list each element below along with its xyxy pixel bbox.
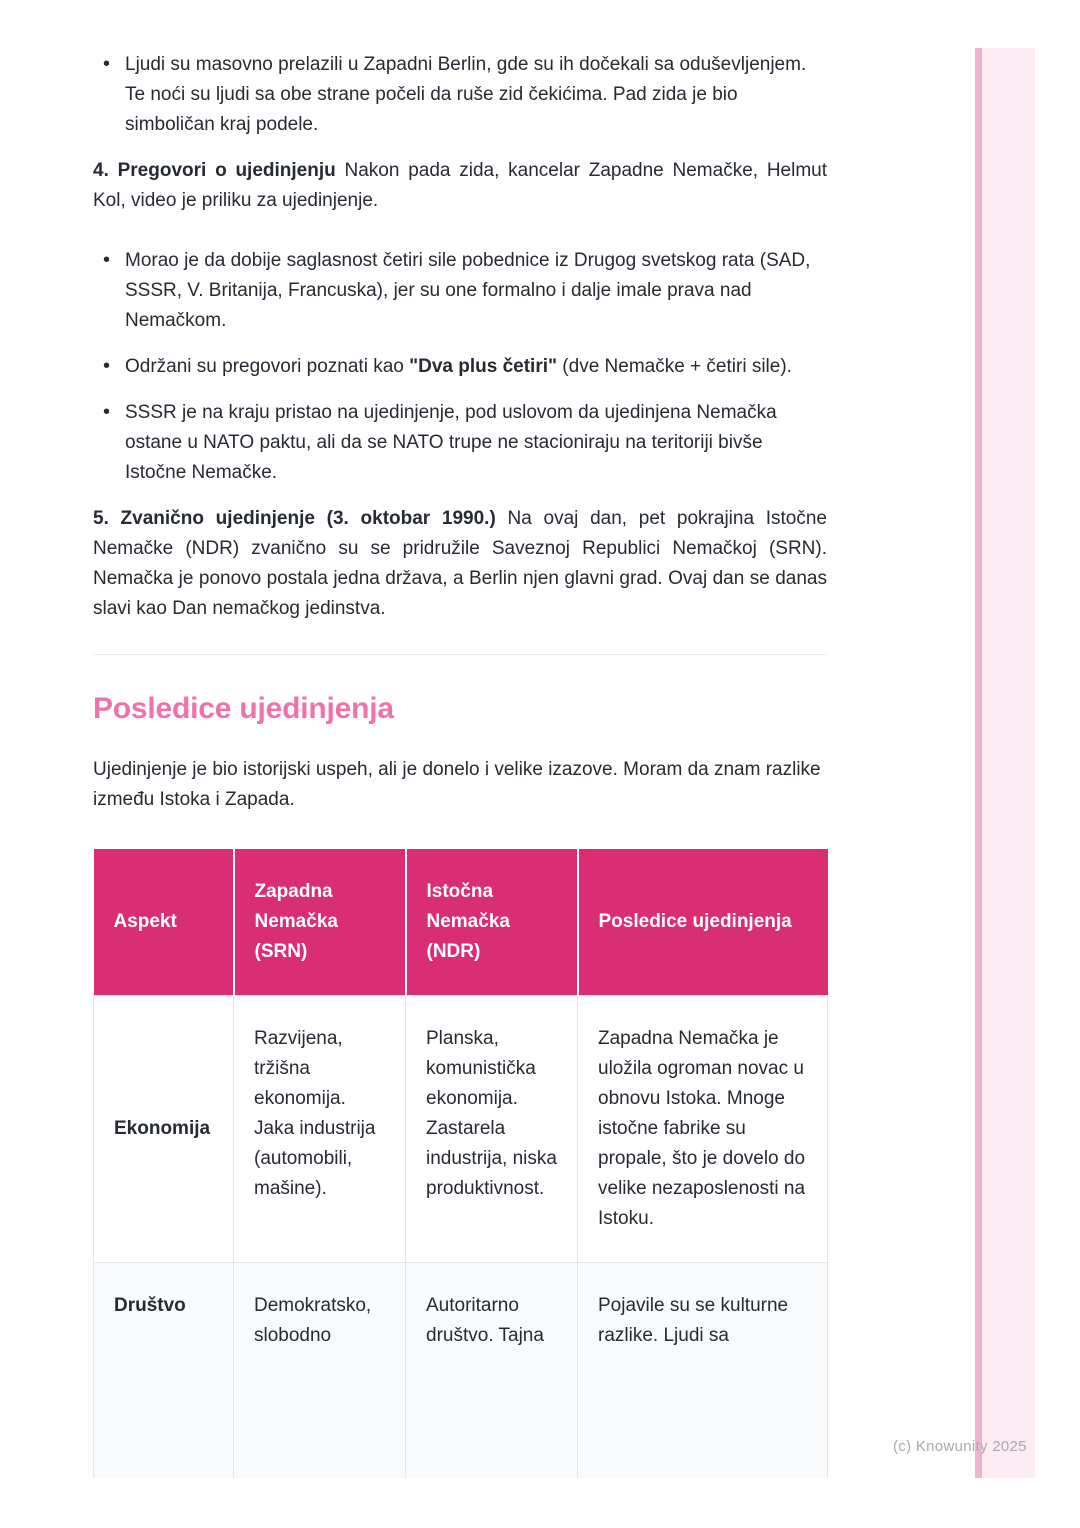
comparison-table: [93, 849, 828, 1478]
bullet-list-negotiations: [93, 246, 827, 488]
page-content: [93, 50, 827, 1478]
bullet-text: Održani su pregovori poznati kao: [125, 356, 410, 377]
list-item: [93, 352, 827, 382]
table-row-economy: [94, 996, 828, 1263]
bullet-bold: "Dva plus četiri": [409, 356, 558, 377]
paragraph-lead-bold: 4. Pregovori o ujedinjenju: [93, 160, 336, 181]
table-row-society: [94, 1263, 828, 1479]
section-divider: [93, 654, 827, 655]
bullet-text: Morao je da dobije saglasnost četiri sile pobednice iz Drugog svetskog rata (SAD, SSSR, V. Britanija, Francuska), jer su one formalno i dalje imale prava nad Nemačkom.: [125, 250, 811, 331]
bullet-list-top: [93, 50, 827, 140]
paragraph-text: Na ovaj dan, pet pokrajina Istočne Nemačke (NDR) zvanično su se pridružile Saveznoj Republici Nemačkoj (SRN). Nemačka je ponovo postala jedna država, a Berlin njen glavni grad. Ovaj dan se danas slavi kao Dan nemačkog jedinstva.: [93, 508, 827, 619]
bullet-text: SSSR je na kraju pristao na ujedinjenje, pod uslovom da ujedinjena Nemačka ostane u NATO paktu, ali da se NATO trupe ne stacioniraju na teritoriji bivše Istočne Nemačke.: [125, 402, 777, 483]
table-header-consequences: Posledice ujedinjenja: [578, 849, 828, 996]
table-cell-aspect: Društvo: [94, 1263, 234, 1479]
table-header-row: [94, 849, 828, 996]
table-cell-east: Planska, komunistička ekonomija. Zastarela industrija, niska produktivnost.: [406, 996, 578, 1263]
paragraph-lead-bold: 5. Zvanično ujedinjenje (3. oktobar 1990.): [93, 508, 496, 529]
table-header-west-germany: Zapadna Nemačka (SRN): [234, 849, 406, 996]
table-cell-consequence: Pojavile su se kulturne razlike. Ljudi sa: [578, 1263, 828, 1479]
table-cell-east: Autoritarno društvo. Tajna: [406, 1263, 578, 1479]
bullet-text: (dve Nemačke + četiri sile).: [557, 356, 792, 377]
section-title: Posledice ujedinjenja: [93, 692, 394, 725]
paragraph-text: Nakon pada zida, kancelar Zapadne Nemačke, Helmut Kol, video je priliku za ujedinjenje.: [93, 160, 828, 211]
paragraph-negotiations: [93, 156, 827, 216]
list-item: [93, 398, 827, 488]
paragraph-official-unification: [93, 504, 827, 624]
list-item: [93, 246, 827, 336]
bullet-text: Ljudi su masovno prelazili u Zapadni Berlin, gde su ih dočekali sa oduševljenjem. Te noći su ljudi sa obe strane počeli da ruše zid čekićima. Pad zida je bio simboličan kraj podele.: [125, 54, 807, 135]
table-header-aspect: Aspekt: [94, 849, 234, 996]
page-edge-stripe: [975, 48, 1035, 1478]
table-header-east-germany: Istočna Nemačka (NDR): [406, 849, 578, 996]
section-intro: Ujedinjenje je bio istorijski uspeh, ali je donelo i velike izazove. Moram da znam razlike između Istoka i Zapada.: [93, 759, 821, 810]
copyright-watermark: (c) Knowunity 2025: [893, 1438, 1027, 1455]
table-cell-consequence: Zapadna Nemačka je uložila ogroman novac u obnovu Istoka. Mnoge istočne fabrike su propale, što je dovelo do velike nezaposlenosti na Istoku.: [578, 996, 828, 1263]
list-item: [93, 50, 827, 140]
table-cell-west: Demokratsko, slobodno: [234, 1263, 406, 1479]
table-cell-west: Razvijena, tržišna ekonomija. Jaka industrija (automobili, mašine).: [234, 996, 406, 1263]
table-cell-aspect: Ekonomija: [94, 996, 234, 1263]
